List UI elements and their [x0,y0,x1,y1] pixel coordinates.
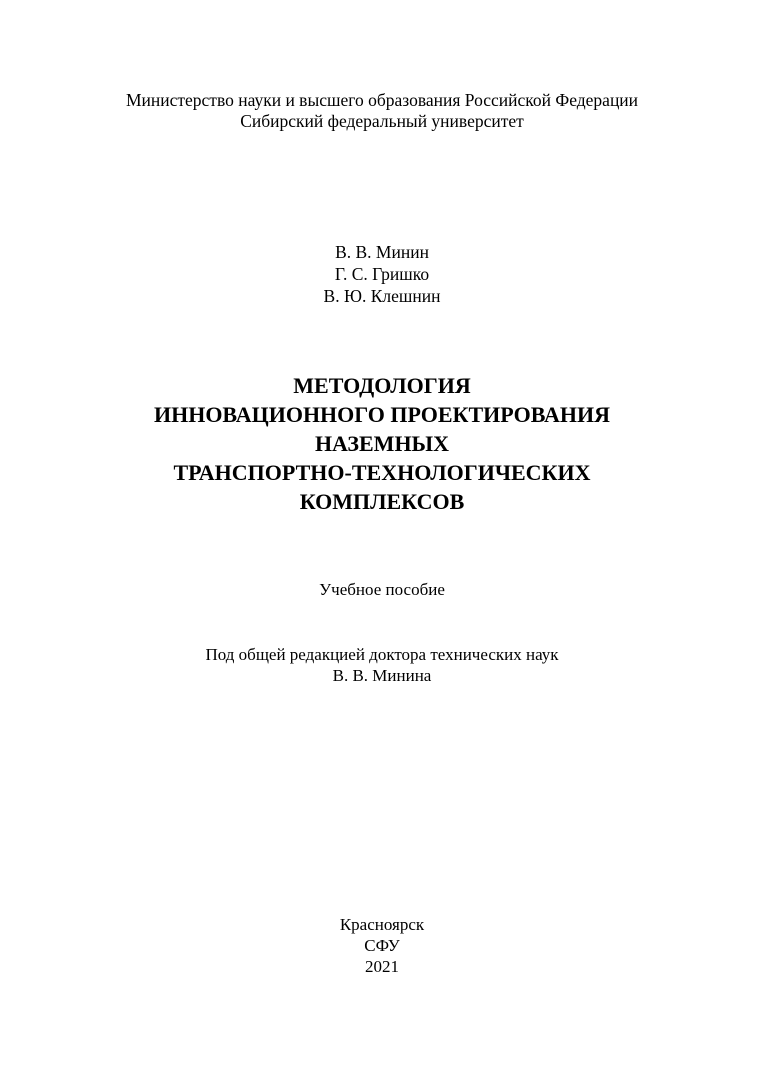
title-line: НАЗЕМНЫХ [314,431,450,456]
editor-name: В. В. Минина [332,666,432,685]
authors-list [0,241,764,307]
editor-credit [0,644,764,686]
title-line: ТРАНСПОРТНО-ТЕХНОЛОГИЧЕСКИХ [173,460,591,485]
title-line: МЕТОДОЛОГИЯ [293,373,471,398]
document-type [0,579,764,601]
book-title [0,371,764,516]
author-name: Г. С. Гришко [334,264,430,284]
document-type-label: Учебное пособие [319,580,445,599]
institution-header [0,90,764,132]
imprint-publisher: СФУ [364,936,400,955]
university-name: Сибирский федеральный университет [240,111,524,131]
author-name: В. В. Минин [335,242,429,262]
title-line: ИННОВАЦИОННОГО ПРОЕКТИРОВАНИЯ [153,402,611,427]
editor-credit-line: Под общей редакцией доктора технических наук [205,645,559,664]
ministry-name: Министерство науки и высшего образования Российской Федерации [125,90,639,110]
imprint [0,914,764,977]
imprint-year: 2021 [365,957,399,976]
imprint-city: Красноярск [339,915,425,934]
title-line: КОМПЛЕКСОВ [299,489,465,514]
author-name: В. Ю. Клешнин [323,286,441,306]
